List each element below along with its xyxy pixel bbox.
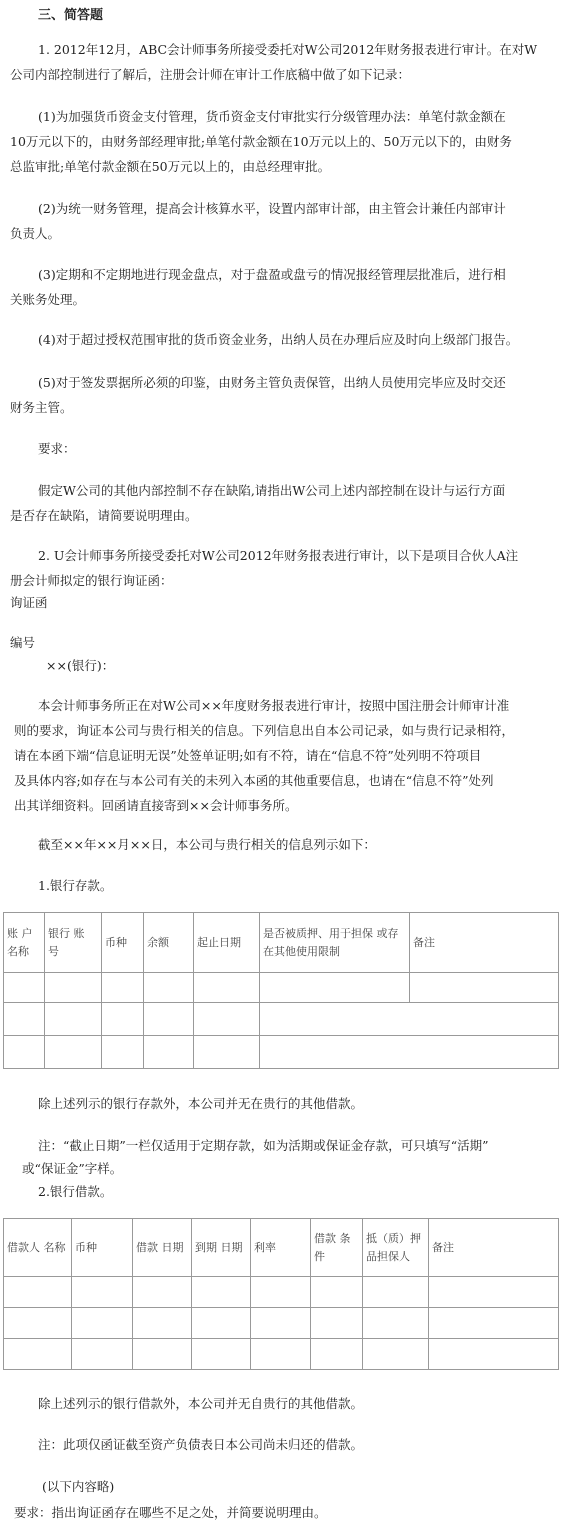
q1-requirement-line-2: 是否存在缺陷，请简要说明理由。 xyxy=(10,508,198,523)
loans-title: 2.银行借款。 xyxy=(38,1184,113,1199)
table-cell xyxy=(72,1339,133,1370)
table-cell xyxy=(311,1308,363,1339)
table-cell xyxy=(4,1036,45,1069)
loans-header-cell: 抵（质）押品担保人 xyxy=(363,1219,429,1277)
q1-intro-line-1: 1. 2012年12月，ABC会计师事务所接受委托对W公司2012年财务报表进行审计。在对W xyxy=(38,42,538,57)
table-cell xyxy=(363,1308,429,1339)
table-cell xyxy=(144,973,194,1003)
table-cell xyxy=(133,1277,192,1308)
loans-table xyxy=(3,1218,559,1370)
deposits-header-cell: 是否被质押、用于担保 或存在其他使用限制 xyxy=(260,913,410,973)
omitted-note: (以下内容略) xyxy=(42,1479,115,1494)
table-cell xyxy=(429,1277,559,1308)
table-cell xyxy=(194,973,260,1003)
table-cell xyxy=(363,1339,429,1370)
letter-body-line-1: 本会计师事务所正在对W公司××年度财务报表进行审计，按照中国注册会计师审计准 xyxy=(38,698,510,713)
table-cell xyxy=(410,973,559,1003)
table-cell xyxy=(102,1036,144,1069)
loans-after-note: 除上述列示的银行借款外，本公司并无自贵行的其他借款。 xyxy=(38,1396,364,1411)
table-row xyxy=(4,1308,559,1339)
table-cell xyxy=(4,1308,72,1339)
table-row xyxy=(4,1339,559,1370)
table-cell xyxy=(260,1003,559,1036)
deposits-note-line-1: 注：“截止日期”一栏仅适用于定期存款，如为活期或保证金存款，可只填写“活期” xyxy=(38,1138,489,1153)
loans-header-cell: 到期 日期 xyxy=(192,1219,251,1277)
table-cell xyxy=(251,1339,311,1370)
loans-header-cell: 借款 条件 xyxy=(311,1219,363,1277)
number-label: 编号 xyxy=(10,635,36,650)
table-cell xyxy=(194,1036,260,1069)
table-cell xyxy=(192,1339,251,1370)
deposits-header-cell: 币种 xyxy=(102,913,144,973)
q1-item-1-line-1: (1)为加强货币资金支付管理，货币资金支付审批实行分级管理办法：单笔付款金额在 xyxy=(38,109,506,124)
table-cell xyxy=(192,1308,251,1339)
table-cell xyxy=(45,1036,102,1069)
table-cell xyxy=(102,1003,144,1036)
table-cell xyxy=(4,1277,72,1308)
q1-item-1-line-2: 10万元以下的，由财务部经理审批;单笔付款金额在10万元以上的、50万元以下的，由财务 xyxy=(10,134,512,149)
bank-salutation: ××(银行)： xyxy=(46,658,115,673)
table-cell xyxy=(4,1339,72,1370)
table-row xyxy=(4,1277,559,1308)
q2-requirement: 要求：指出询证函存在哪些不足之处，并简要说明理由。 xyxy=(14,1505,327,1520)
loans-header-cell: 备注 xyxy=(429,1219,559,1277)
q2-intro-line-1: 2. U会计师事务所接受委托对W公司2012年财务报表进行审计，以下是项目合伙人A注 xyxy=(38,548,519,563)
deposits-table xyxy=(3,912,559,1069)
loans-header-cell: 借款 日期 xyxy=(133,1219,192,1277)
letter-body-line-4: 及具体内容;如存在与本公司有关的未列入本函的其他重要信息，也请在“信息不符”处列 xyxy=(14,773,494,788)
table-cell xyxy=(133,1339,192,1370)
table-cell xyxy=(311,1277,363,1308)
table-cell xyxy=(260,1036,559,1069)
table-cell xyxy=(260,973,410,1003)
table-cell xyxy=(194,1003,260,1036)
section-title: 三、简答题 xyxy=(38,8,104,23)
table-cell xyxy=(144,1003,194,1036)
table-cell xyxy=(4,973,45,1003)
table-cell xyxy=(72,1308,133,1339)
as-of-line: 截至××年××月××日，本公司与贵行相关的信息列示如下： xyxy=(38,837,376,852)
letter-title: 询证函 xyxy=(10,595,48,610)
q1-requirement-label: 要求： xyxy=(38,441,76,456)
q1-item-5-line-2: 财务主管。 xyxy=(10,400,73,415)
table-cell xyxy=(192,1277,251,1308)
table-cell xyxy=(429,1308,559,1339)
table-cell xyxy=(429,1339,559,1370)
table-cell xyxy=(72,1277,133,1308)
deposits-title: 1.银行存款。 xyxy=(38,878,113,893)
table-row xyxy=(4,973,559,1003)
q1-item-1-line-3: 总监审批;单笔付款金额在50万元以上的，由总经理审批。 xyxy=(10,159,331,174)
table-cell xyxy=(311,1339,363,1370)
table-cell xyxy=(133,1308,192,1339)
table-row xyxy=(4,1036,559,1069)
table-cell xyxy=(45,1003,102,1036)
table-cell xyxy=(144,1036,194,1069)
deposits-after-note: 除上述列示的银行存款外，本公司并无在贵行的其他借款。 xyxy=(38,1096,364,1111)
deposits-header-cell: 账 户 名称 xyxy=(4,913,45,973)
deposits-header-cell: 银行 账 号 xyxy=(45,913,102,973)
q1-requirement-line-1: 假定W公司的其他内部控制不存在缺陷,请指出W公司上述内部控制在设计与运行方面 xyxy=(38,483,506,498)
loans-note: 注：此项仅函证截至资产负债表日本公司尚未归还的借款。 xyxy=(38,1437,364,1452)
deposits-header-cell: 备注 xyxy=(410,913,559,973)
table-row xyxy=(4,1003,559,1036)
letter-body-line-2: 则的要求，询证本公司与贵行相关的信息。下列信息出自本公司记录，如与贵行记录相符， xyxy=(14,723,515,738)
letter-body-line-5: 出其详细资料。回函请直接寄到××会计师事务所。 xyxy=(14,798,298,813)
deposits-header-row xyxy=(4,913,559,973)
loans-header-cell: 币种 xyxy=(72,1219,133,1277)
table-cell xyxy=(363,1277,429,1308)
deposits-header-cell: 起止日期 xyxy=(194,913,260,973)
q1-item-2-line-2: 负责人。 xyxy=(10,226,61,241)
loans-header-cell: 借款人 名称 xyxy=(4,1219,72,1277)
letter-body-line-3: 请在本函下端“信息证明无误”处签单证明;如有不符，请在“信息不符”处列明不符项目 xyxy=(14,748,482,763)
q1-intro-line-2: 公司内部控制进行了解后，注册会计师在审计工作底稿中做了如下记录： xyxy=(10,67,411,82)
q1-item-3-line-2: 关账务处理。 xyxy=(10,292,86,307)
deposits-note-line-2: 或“保证金”字样。 xyxy=(22,1161,123,1176)
table-cell xyxy=(4,1003,45,1036)
table-cell xyxy=(251,1308,311,1339)
q1-item-2-line-1: (2)为统一财务管理，提高会计核算水平，设置内部审计部，由主管会计兼任内部审计 xyxy=(38,201,506,216)
q2-intro-line-2: 册会计师拟定的银行询证函： xyxy=(10,573,173,588)
deposits-header-cell: 余额 xyxy=(144,913,194,973)
table-cell xyxy=(45,973,102,1003)
q1-item-5-line-1: (5)对于签发票据所必须的印鉴，由财务主管负责保管，出纳人员使用完毕应及时交还 xyxy=(38,375,506,390)
loans-header-row xyxy=(4,1219,559,1277)
loans-header-cell: 利率 xyxy=(251,1219,311,1277)
q1-item-3-line-1: (3)定期和不定期地进行现金盘点，对于盘盈或盘亏的情况报经管理层批准后，进行相 xyxy=(38,267,506,282)
q1-item-4-line-1: (4)对于超过授权范围审批的货币资金业务，出纳人员在办理后应及时向上级部门报告。 xyxy=(38,332,519,347)
table-cell xyxy=(102,973,144,1003)
table-cell xyxy=(251,1277,311,1308)
